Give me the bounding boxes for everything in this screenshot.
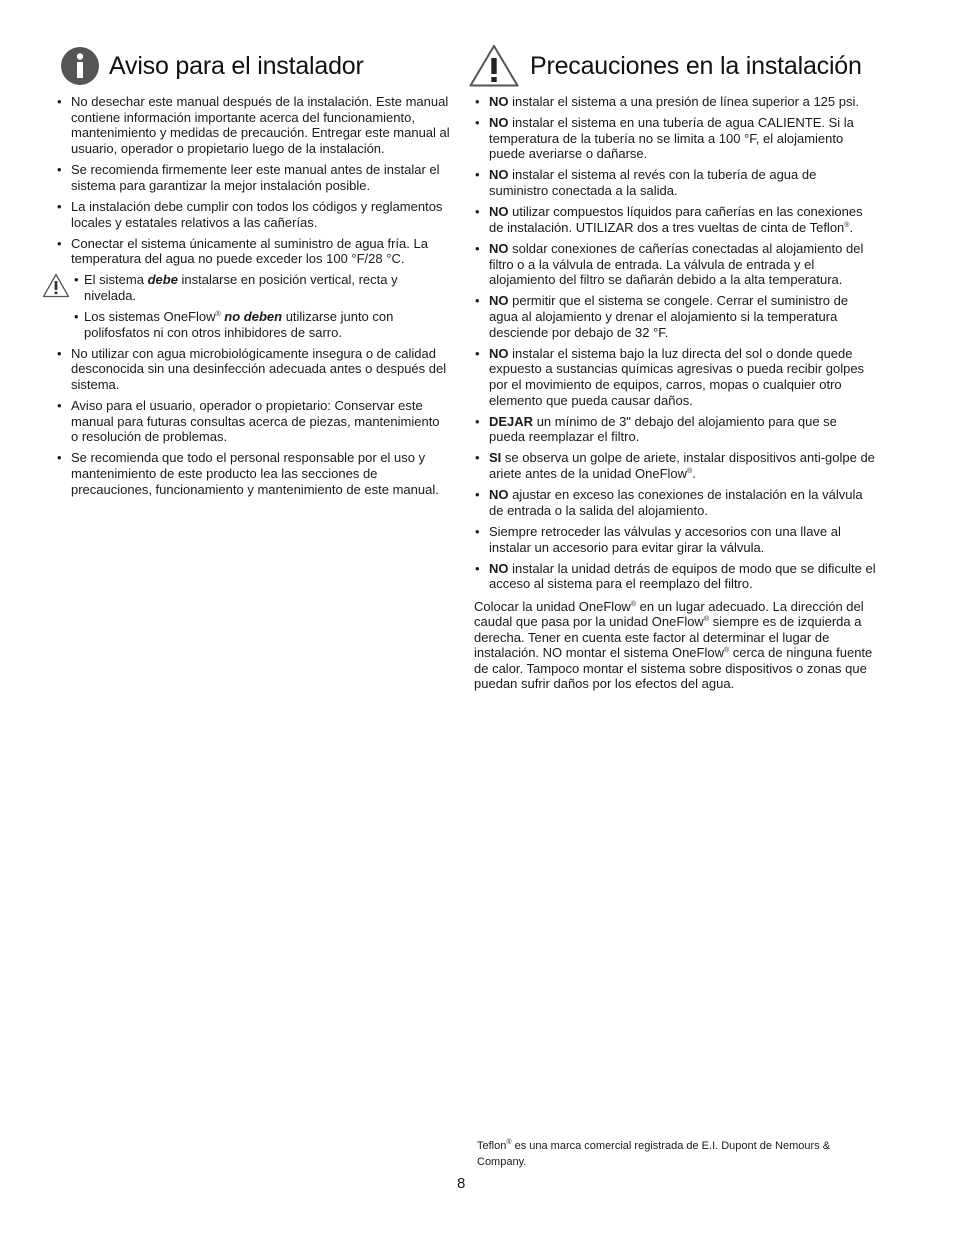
list-item bbox=[466, 561, 876, 592]
item-keyword: NO bbox=[489, 487, 509, 503]
warning-emphasis: no deben bbox=[224, 308, 283, 324]
footnote-text: es una marca comercial registrada de E.I. Dupont de Nemours & Company. bbox=[477, 1140, 831, 1168]
installer-notice-column bbox=[40, 40, 450, 503]
registered-mark: ® bbox=[703, 616, 709, 624]
list-item bbox=[466, 115, 876, 162]
item-keyword: NO bbox=[489, 94, 509, 109]
item-text: instalar el sistema a una presión de línea superior a 125 psi. bbox=[508, 94, 859, 109]
registered-mark: ® bbox=[506, 1139, 512, 1146]
item-keyword: NO bbox=[489, 204, 509, 220]
list-item bbox=[466, 204, 876, 235]
warning-vertical-install bbox=[40, 272, 450, 303]
item-keyword: NO bbox=[489, 345, 509, 361]
warning-emphasis: debe bbox=[147, 272, 178, 288]
list-item: • No utilizar con agua microbiológicamente insegura o de calidad desconocida sin una desinfección adecuada antes o después del sistema. bbox=[40, 346, 450, 393]
installation-warning-block bbox=[40, 272, 450, 340]
list-item bbox=[466, 241, 876, 288]
placement-paragraph bbox=[474, 599, 876, 692]
item-text: ajustar en exceso las conexiones de instalación en la válvula de entrada o la salida del alojamiento. bbox=[489, 487, 863, 518]
warning-polyphosphates bbox=[40, 309, 450, 340]
item-text: utilizar compuestos líquidos para cañerías en las conexiones de instalación. UTILIZAR dos a tres vueltas de cinta de Teflon bbox=[489, 204, 863, 235]
item-keyword: DEJAR bbox=[489, 413, 534, 429]
list-item bbox=[466, 414, 876, 445]
installation-precautions-column bbox=[466, 40, 876, 692]
registered-mark: ® bbox=[844, 221, 850, 229]
registered-mark: ® bbox=[723, 647, 730, 655]
list-item bbox=[466, 94, 876, 110]
installer-notice-list bbox=[40, 94, 450, 267]
item-text: un mínimo de 3" debajo del alojamiento para que se pueda reemplazar el filtro. bbox=[489, 413, 837, 445]
item-text: instalar la unidad detrás de equipos de modo que se dificulte el acceso al sistema para el reemplazo del filtro. bbox=[489, 560, 876, 592]
item-keyword: NO bbox=[489, 293, 509, 309]
item-keyword: NO bbox=[489, 115, 509, 130]
registered-mark: ® bbox=[215, 310, 221, 318]
list-item: • No desechar este manual después de la instalación. Este manual contiene información importante acerca del funcionamiento, mantenimiento y medidas de precaución. Entregar este manual al usuario, operador o propietario luego de la instalación. bbox=[40, 94, 450, 157]
item-text: instalar el sistema en una tubería de agua CALIENTE. Si la temperatura de la tubería no se limita a 100 °F, el alojamiento puede averiarse o dañarse. bbox=[489, 115, 854, 162]
item-text: . bbox=[692, 466, 696, 482]
list-item: • Conectar el sistema únicamente al suministro de agua fría. La temperatura del agua no puede exceder los 100 °F/28 °C. bbox=[40, 236, 450, 267]
footnote-text: Teflon bbox=[477, 1140, 507, 1152]
item-keyword: NO bbox=[489, 167, 509, 183]
paragraph-text: cerca de ninguna fuente de calor. Tampoco montar el sistema sobre dispositivos o zonas que puedan sufrir daños por los efectos del agua. bbox=[474, 645, 873, 692]
teflon-trademark-footnote bbox=[477, 1139, 857, 1170]
warning-text: utilizarse junto con polifosfatos ni con otros inhibidores de sarro. bbox=[84, 308, 394, 340]
list-item bbox=[466, 524, 876, 555]
item-text: soldar conexiones de cañerías conectadas al alojamiento del filtro o a la válvula de entrada. La válvula de entrada y el alojamiento del filtro se dañarán debido a la alta temperatura. bbox=[489, 240, 864, 288]
paragraph-text: siempre es de izquierda a derecha. Tener en cuenta este factor al determinar el lugar de instalación. NO montar el sistema OneFlow bbox=[474, 614, 862, 661]
item-keyword: SI bbox=[489, 450, 502, 466]
warning-text: El sistema bbox=[84, 272, 148, 288]
item-text: se observa un golpe de ariete, instalar dispositivos anti-golpe de ariete antes de la unidad OneFlow bbox=[489, 450, 875, 482]
list-item bbox=[466, 346, 876, 409]
installer-notice-heading bbox=[40, 40, 450, 92]
installer-notice-title: Aviso para el instalador bbox=[109, 51, 364, 80]
registered-mark: ® bbox=[687, 468, 693, 476]
item-text: instalar el sistema bajo la luz directa del sol o donde quede expuesto a sustancias químicas agresivas o pueda recibir golpes por el movimiento de equipos, carros, mopas o cualquier otro elemento que pueda causar daños. bbox=[489, 345, 865, 408]
list-item: • Se recomienda que todo el personal responsable por el uso y mantenimiento de este producto lea las secciones de precauciones, funcionamiento y mantenimiento de este manual. bbox=[40, 450, 450, 497]
item-text: . bbox=[849, 219, 854, 235]
item-text: permitir que el sistema se congele. Cerrar el suministro de agua al alojamiento y drenar el alojamiento si la temperatura desciende por debajo de 32 °F. bbox=[489, 293, 849, 340]
list-item bbox=[466, 293, 876, 340]
paragraph-text: Colocar la unidad OneFlow bbox=[474, 598, 631, 614]
installation-precautions-title: Precauciones en la instalación bbox=[530, 51, 862, 80]
paragraph-text: en un lugar adecuado. La dirección del caudal que pasa por la unidad OneFlow bbox=[474, 598, 864, 630]
item-text: Siempre retroceder las válvulas y accesorios con una llave al instalar un accesorio para evitar girar la válvula. bbox=[489, 523, 841, 555]
list-item bbox=[466, 450, 876, 481]
list-item: • Aviso para el usuario, operador o propietario: Conservar este manual para futuras consultas acerca de piezas, mantenimiento o resolución de problemas. bbox=[40, 398, 450, 445]
list-item: • Se recomienda firmemente leer este manual antes de instalar el sistema para garantizar la mejor instalación posible. bbox=[40, 162, 450, 193]
item-keyword: NO bbox=[489, 560, 509, 576]
item-text: instalar el sistema al revés con la tubería de agua de suministro conectada a la salida. bbox=[489, 167, 817, 199]
installation-precautions-heading bbox=[466, 40, 876, 92]
item-keyword: NO bbox=[489, 240, 509, 256]
installer-notice-list-2 bbox=[40, 346, 450, 498]
warning-text: Los sistemas OneFlow bbox=[84, 308, 216, 324]
warning-text: instalarse en posición vertical, recta y nivelada. bbox=[84, 272, 398, 303]
registered-mark: ® bbox=[630, 600, 636, 608]
warning-triangle-icon bbox=[468, 44, 520, 88]
info-icon bbox=[61, 47, 99, 85]
list-item bbox=[466, 487, 876, 518]
page-number: 8 bbox=[457, 1175, 466, 1192]
list-item bbox=[466, 167, 876, 198]
list-item: • La instalación debe cumplir con todos los códigos y reglamentos locales y estatales relativos a las cañerías. bbox=[40, 199, 450, 230]
installation-precautions-list bbox=[466, 94, 876, 592]
